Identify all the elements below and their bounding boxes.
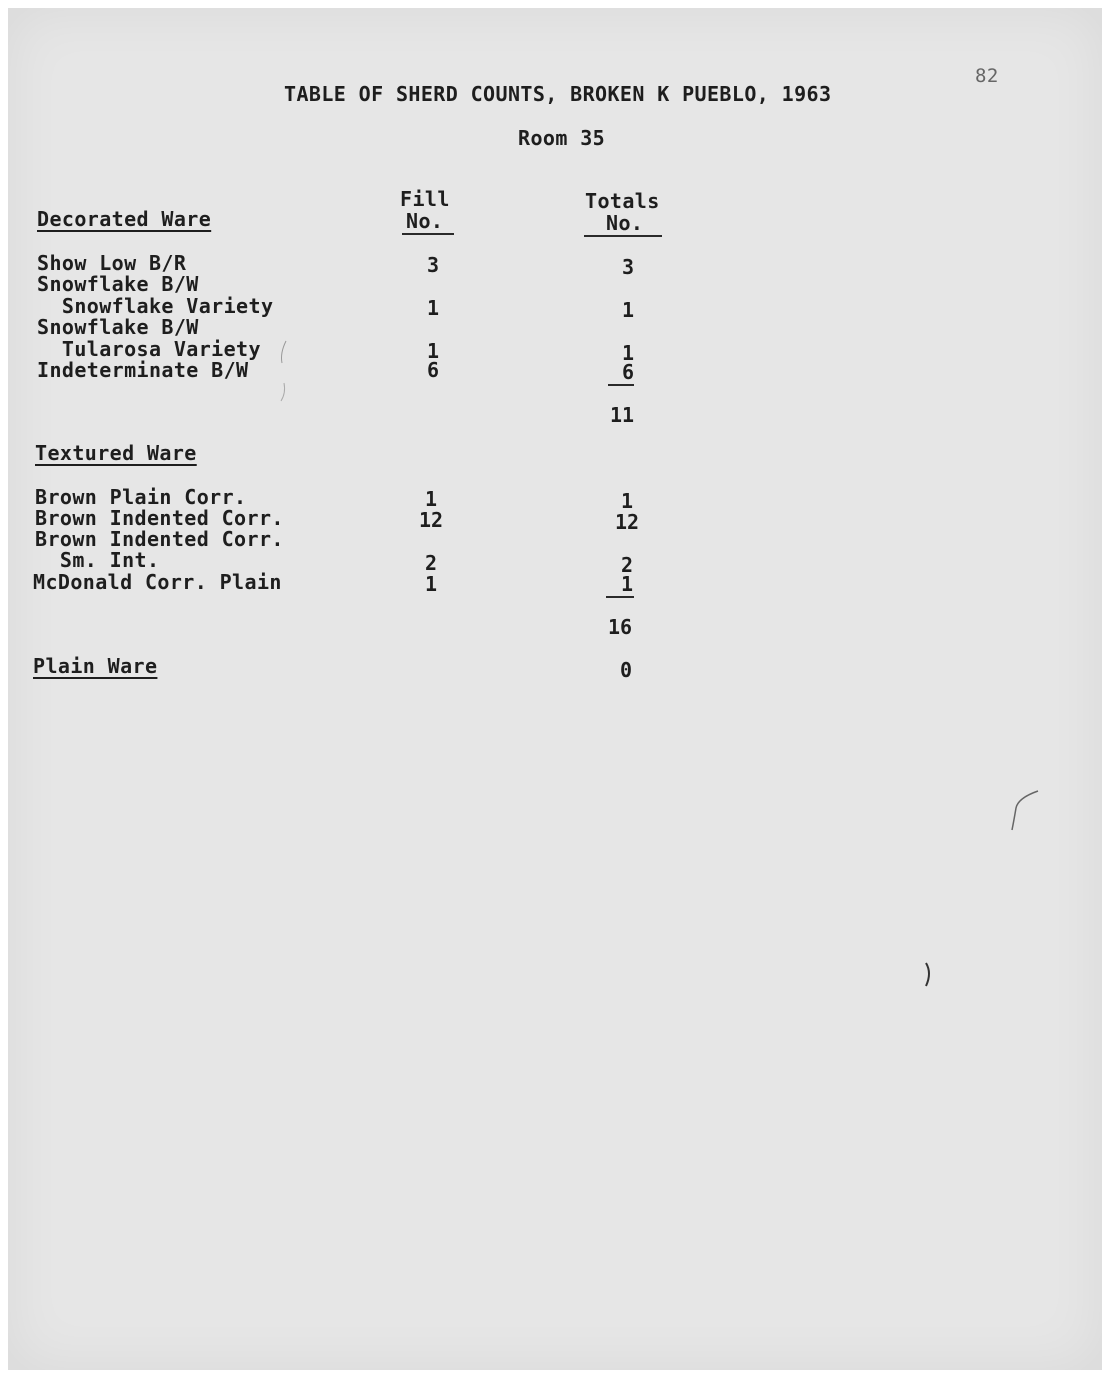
textured-row-label: Sm. Int. bbox=[35, 548, 160, 572]
fill-header-line2: No. bbox=[406, 209, 444, 233]
room-subtitle: Room 35 bbox=[518, 126, 606, 150]
decorated-row-label: Snowflake B/W bbox=[37, 315, 199, 339]
decorated-total-value: 6 bbox=[621, 360, 635, 384]
plain-ware-total: 0 bbox=[619, 658, 633, 682]
textured-fill-value: 12 bbox=[418, 508, 444, 532]
decorated-fill-value: 1 bbox=[426, 296, 440, 320]
textured-fill-value: 2 bbox=[424, 551, 438, 575]
fill-header-line1: Fill bbox=[400, 187, 450, 211]
decorated-total-value: 1 bbox=[621, 341, 635, 365]
decorated-row-label: Snowflake B/W bbox=[37, 272, 199, 296]
textured-fill-value: 1 bbox=[424, 572, 438, 596]
textured-row-label: Brown Indented Corr. bbox=[35, 506, 284, 530]
decorated-sum-rule bbox=[608, 384, 634, 386]
textured-ware-heading: Textured Ware bbox=[35, 441, 197, 465]
decorated-fill-value: 6 bbox=[426, 358, 440, 382]
textured-row-label: Brown Plain Corr. bbox=[35, 485, 247, 509]
decorated-row-label: Snowflake Variety bbox=[37, 294, 274, 318]
textured-row-label: McDonald Corr. Plain bbox=[33, 570, 282, 594]
textured-total-value: 2 bbox=[620, 553, 634, 577]
page-number: 82 bbox=[975, 65, 999, 87]
textured-fill-value: 1 bbox=[424, 487, 438, 511]
textured-subtotal: 16 bbox=[607, 615, 633, 639]
fill-header-rule bbox=[402, 233, 454, 235]
plain-ware-heading: Plain Ware bbox=[33, 654, 158, 678]
decorated-fill-value: 1 bbox=[426, 339, 440, 363]
textured-total-value: 1 bbox=[620, 489, 634, 513]
decorated-subtotal: 11 bbox=[609, 403, 635, 427]
textured-row-label: Brown Indented Corr. bbox=[35, 527, 284, 551]
decorated-row-label: Tularosa Variety bbox=[37, 337, 261, 361]
textured-total-value: 12 bbox=[614, 510, 640, 534]
totals-header-line1: Totals bbox=[585, 189, 660, 213]
decorated-fill-value: 3 bbox=[426, 253, 440, 277]
decorated-total-value: 1 bbox=[621, 298, 635, 322]
decorated-ware-heading: Decorated Ware bbox=[37, 207, 212, 231]
totals-header-rule bbox=[584, 235, 662, 237]
document-page bbox=[8, 8, 1102, 1370]
page-title: TABLE OF SHERD COUNTS, BROKEN K PUEBLO, 1963 bbox=[284, 82, 832, 106]
decorated-row-label: Show Low B/R bbox=[37, 251, 187, 275]
textured-sum-rule bbox=[606, 596, 634, 598]
decorated-row-label: Indeterminate B/W bbox=[37, 358, 249, 382]
totals-header-line2: No. bbox=[606, 211, 644, 235]
decorated-total-value: 3 bbox=[621, 255, 635, 279]
textured-total-value: 1 bbox=[620, 572, 634, 596]
